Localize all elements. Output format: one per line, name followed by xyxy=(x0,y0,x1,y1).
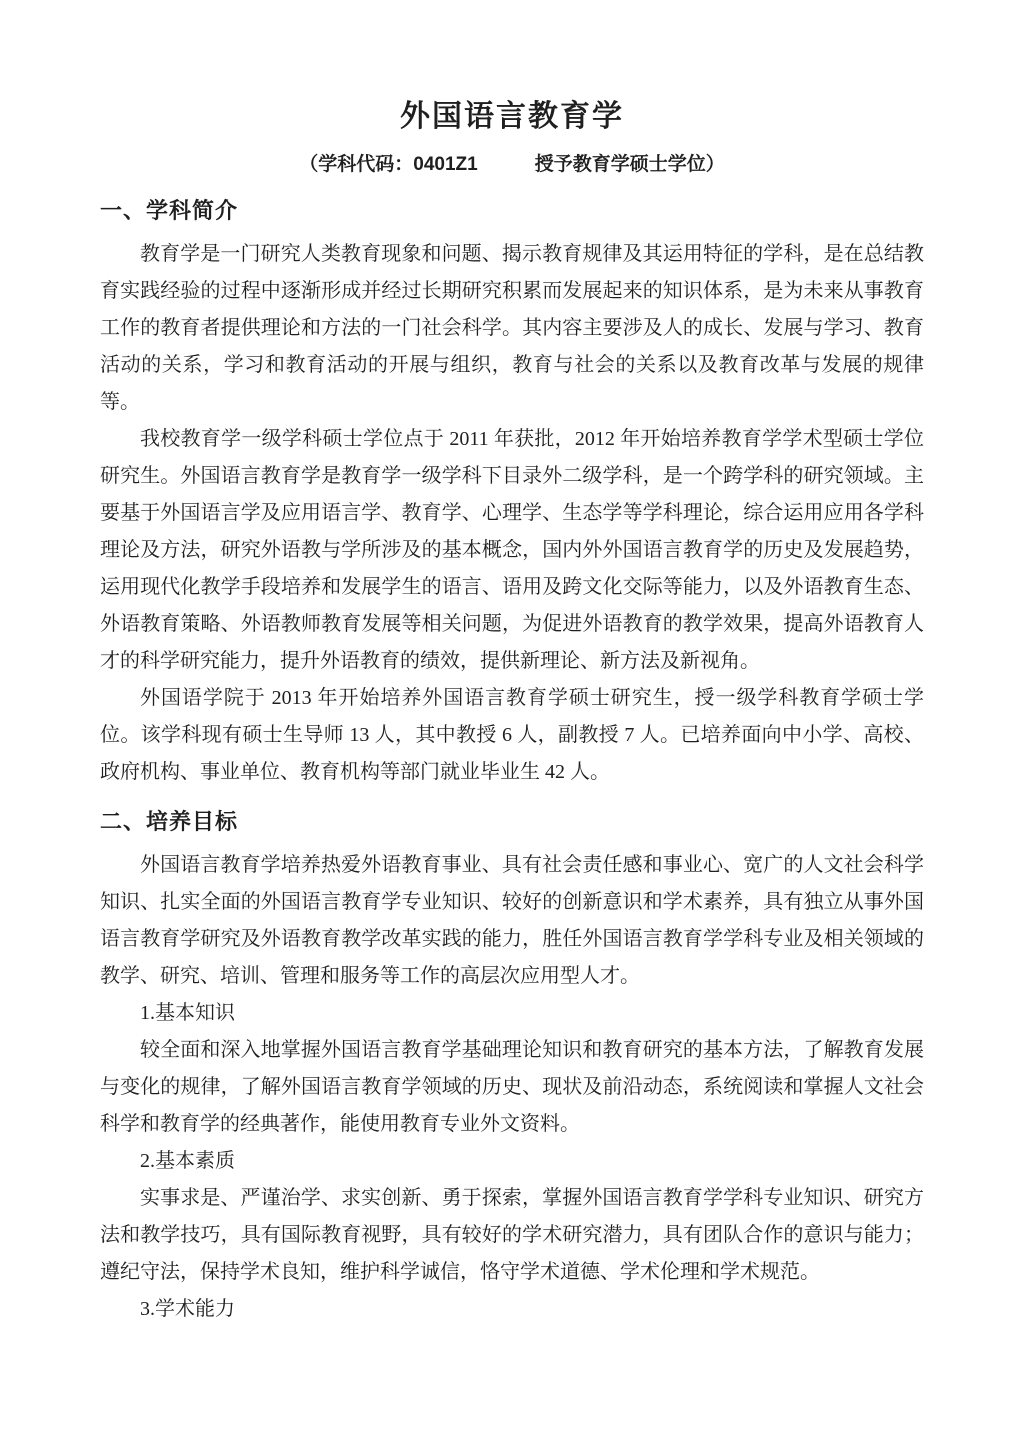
paragraph-program-history: 我校教育学一级学科硕士学位点于 2011 年获批，2012 年开始培养教育学学术型硕士学位研究生。外国语言教育学是教育学一级学科下目录外二级学科，是一个跨学科的研究领域。主要基于外国语言学及应用语言学、教育学、心理学、生态学等学科理论，综合运用应用各学科理论及方法，研究外语教与学所涉及的基本概念，国内外外国语言教育学的历史及发展趋势，运用现代化教学手段培养和发展学生的语言、语用及跨文化交际等能力，以及外语教育生态、外语教育策略、外语教师教育发展等相关问题，为促进外语教育的教学效果，提高外语教育人才的科学研究能力，提升外语教育的绩效，提供新理论、新方法及新视角。 xyxy=(100,428,924,672)
section-training-objectives xyxy=(100,807,924,1328)
paragraph-basic-knowledge: 较全面和深入地掌握外国语言教育学基础理论知识和教育研究的基本方法，了解教育发展与变化的规律，了解外国语言教育学领域的历史、现状及前沿动态，系统阅读和掌握人文社会科学和教育学的经典著作，能使用教育专业外文资料。 xyxy=(100,1039,924,1135)
subsection-label-academic-ability: 3.学术能力 xyxy=(140,1298,235,1320)
paragraph-basic-quality: 实事求是、严谨治学、求实创新、勇于探索，掌握外国语言教育学学科专业知识、研究方法和教学技巧，具有国际教育视野，具有较好的学术研究潜力，具有团队合作的意识与能力；遵纪守法，保持学术良知，维护科学诚信，恪守学术道德、学术伦理和学术规范。 xyxy=(100,1187,924,1283)
section-1-heading: 一、学科简介 xyxy=(100,198,239,223)
paragraph-objectives-intro: 外国语言教育学培养热爱外语教育事业、具有社会责任感和事业心、宽广的人文社会科学知识、扎实全面的外国语言教育学专业知识、较好的创新意识和学术素养，具有独立从事外国语言教育学研究及外语教育教学改革实践的能力，胜任外国语言教育学学科专业及相关领域的教学、研究、培训、管理和服务等工作的高层次应用型人才。 xyxy=(100,854,924,987)
section-discipline-introduction xyxy=(100,196,924,791)
section-2-heading: 二、培养目标 xyxy=(100,809,239,834)
paragraph-discipline-overview: 教育学是一门研究人类教育现象和问题、揭示教育规律及其运用特征的学科，是在总结教育实践经验的过程中逐渐形成并经过长期研究积累而发展起来的知识体系，是为未来从事教育工作的教育者提供理论和方法的一门社会科学。其内容主要涉及人的成长、发展与学习、教育活动的关系，学习和教育活动的开展与组织，教育与社会的关系以及教育改革与发展的规律等。 xyxy=(100,243,924,413)
document-subtitle-code-line: （学科代码：0401Z1 授予教育学硕士学位） xyxy=(299,154,725,175)
subsection-label-basic-quality: 2.基本素质 xyxy=(140,1150,235,1172)
document-title: 外国语言教育学 xyxy=(400,100,624,133)
subsection-label-basic-knowledge: 1.基本知识 xyxy=(140,1002,235,1024)
paragraph-school-statistics: 外国语学院于 2013 年开始培养外国语言教育学硕士研究生，授一级学科教育学硕士学位。该学科现有硕士生导师 13 人，其中教授 6 人，副教授 7 人。已培养面向中小学、高校、政府机构、事业单位、教育机构等部门就业毕业生 42 人。 xyxy=(100,687,924,783)
document-header xyxy=(100,98,924,178)
